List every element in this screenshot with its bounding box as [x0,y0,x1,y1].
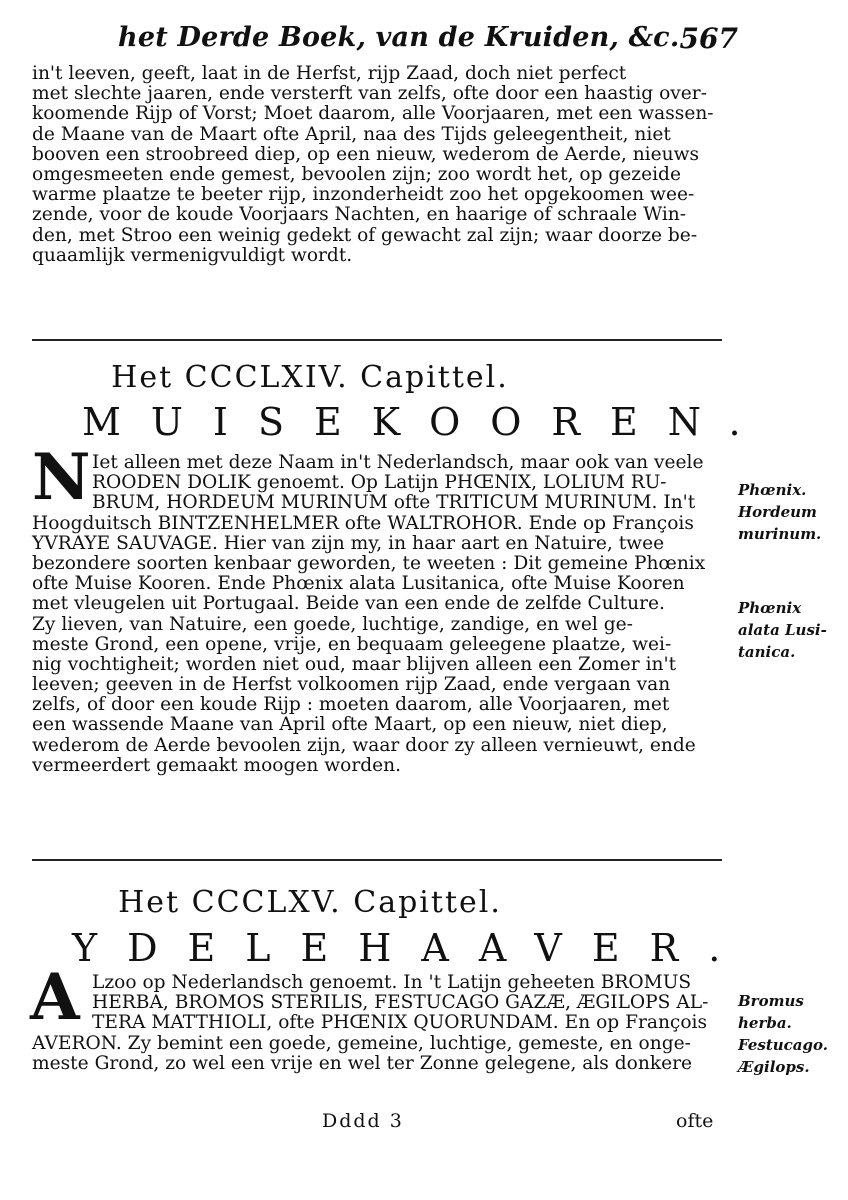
text-line: zelfs, of door een koude Rijp : moeten daarom, alle Voorjaaren, met [32,694,670,716]
page-number: 567 [679,22,738,55]
text-line: koomende Rijp of Vorst; Moet daarom, alle Voorjaaren, met een wassen- [32,103,714,125]
text-line: ROODEN DOLIK genoemt. Op Latijn PHŒNIX, LOLIUM RU- [92,472,667,494]
text-line: een wassende Maane van April ofte Maart, op een nieuw, niet diep, [32,714,668,736]
drop-initial: N [32,440,91,515]
text-line: Iet alleen met deze Naam in't Nederlandsch, maar ook van veele [92,452,704,473]
margin-note [738,990,846,1078]
text-line: HERBA, BROMOS STERILIS, FESTUCAGO GAZÆ, ÆGILOPS AL- [92,992,709,1014]
running-title: het Derde Boek, van de Kruiden, &c. [118,22,680,53]
chapter-heading: Het CCCLXV. Capittel. [118,885,502,920]
chapter-body [32,973,732,1074]
text-line: nig vochtigheit; worden niet oud, maar blijven alleen een Zomer in't [32,653,677,675]
drop-initial: A [30,960,80,1035]
text-line: de Maane van de Maart ofte April, naa des Tijds geleegentheit, niet [32,123,671,145]
text-line: zende, voor de koude Voorjaars Nachten, en haarige of schraale Win- [32,204,687,226]
margin-note-line: tanica. [738,643,796,661]
margin-note-line: Phœnix [738,599,802,617]
text-line: met vleugelen uit Portugaal. Beide van een ende de zelfde Culture. [32,593,665,615]
text-line: meste Grond, een opene, vrije, en bequaam geleegene plaatze, wei- [32,633,672,655]
text-line: leeven; geeven in de Herfst volkoomen rijp Zaad, ende vergaan van [32,674,671,696]
chapter-body [32,453,732,776]
text-line: AVERON. Zy bemint een goede, gemeine, luchtige, gemeste, en onge- [32,1032,691,1054]
margin-note-line: Bromus [738,992,804,1010]
text-line: ofte Muise Kooren. Ende Phœnix alata Lusitanica, ofte Muise Kooren [32,573,685,595]
text-line: met slechte jaaren, ende versterft van zelfs, ofte door een haastig over- [32,83,707,105]
text-line: den, met Stroo een weinig gedekt of gewacht zal zijn; waar doorze be- [32,224,698,246]
text-line: Lzoo op Nederlandsch genoemt. In 't Latijn geheeten BROMUS [92,972,692,993]
text-line: YVRAYE SAUVAGE. Hier van zijn my, in haar aart en Natuire, twee [32,532,665,554]
text-line: quaamlijk vermenigvuldigt wordt. [32,244,353,266]
continued-paragraph [32,64,744,266]
margin-note-line: murinum. [738,525,822,543]
chapter-title: YDELEHAAVER. [72,926,751,970]
text-line: TERA MATTHIOLI, ofte PHŒNIX QUORUNDAM. En op François [92,1012,708,1034]
text-line: Zy lieven, van Natuire, een goede, luchtige, zandige, en wel ge- [32,613,633,635]
text-line: in't leeven, geeft, laat in de Herfst, rijp Zaad, doch niet perfect [32,63,627,84]
margin-note [738,597,846,663]
margin-note-line: Hordeum [738,503,817,521]
margin-note-line: Ægilops. [738,1058,810,1076]
margin-note-line: Phœnix. [738,481,807,499]
text-line: meste Grond, zo wel een vrije en wel ter Zonne gelegene, als donkere [32,1052,692,1074]
text-line: BRUM, HORDEUM MURINUM ofte TRITICUM MURINUM. In't [92,492,696,514]
margin-note-line: Festucago. [738,1036,828,1054]
text-line: omgesmeeten ende gemest, bevoolen zijn; zoo wordt het, op gezeide [32,163,681,185]
catchword: ofte [676,1110,714,1132]
margin-note [738,479,846,545]
chapter-heading: Het CCCLXIV. Capittel. [111,360,509,395]
section-divider [32,859,722,861]
margin-note-line: herba. [738,1014,792,1032]
printer-signature: Dddd 3 [322,1110,404,1132]
text-line: booven een stroobreed diep, op een nieuw, wederom de Aerde, nieuws [32,143,700,165]
chapter-title: MUISEKOOREN. [82,400,771,444]
margin-note-line: alata Lusi- [738,621,827,639]
text-line: Hoogduitsch BINTZENHELMER ofte WALTROHOR. Ende op François [32,512,694,534]
text-line: warme plaatze te beeter rijp, inzonderheidt zoo het opgekoomen wee- [32,184,695,206]
section-divider [32,339,722,341]
text-line: wederom de Aerde bevoolen zijn, waar door zy alleen vernieuwt, ende [32,734,696,756]
text-line: bezondere soorten kenbaar geworden, te weeten : Dit gemeine Phœnix [32,552,706,574]
text-line: vermeerdert gemaakt moogen worden. [32,754,402,776]
running-head [118,18,738,62]
